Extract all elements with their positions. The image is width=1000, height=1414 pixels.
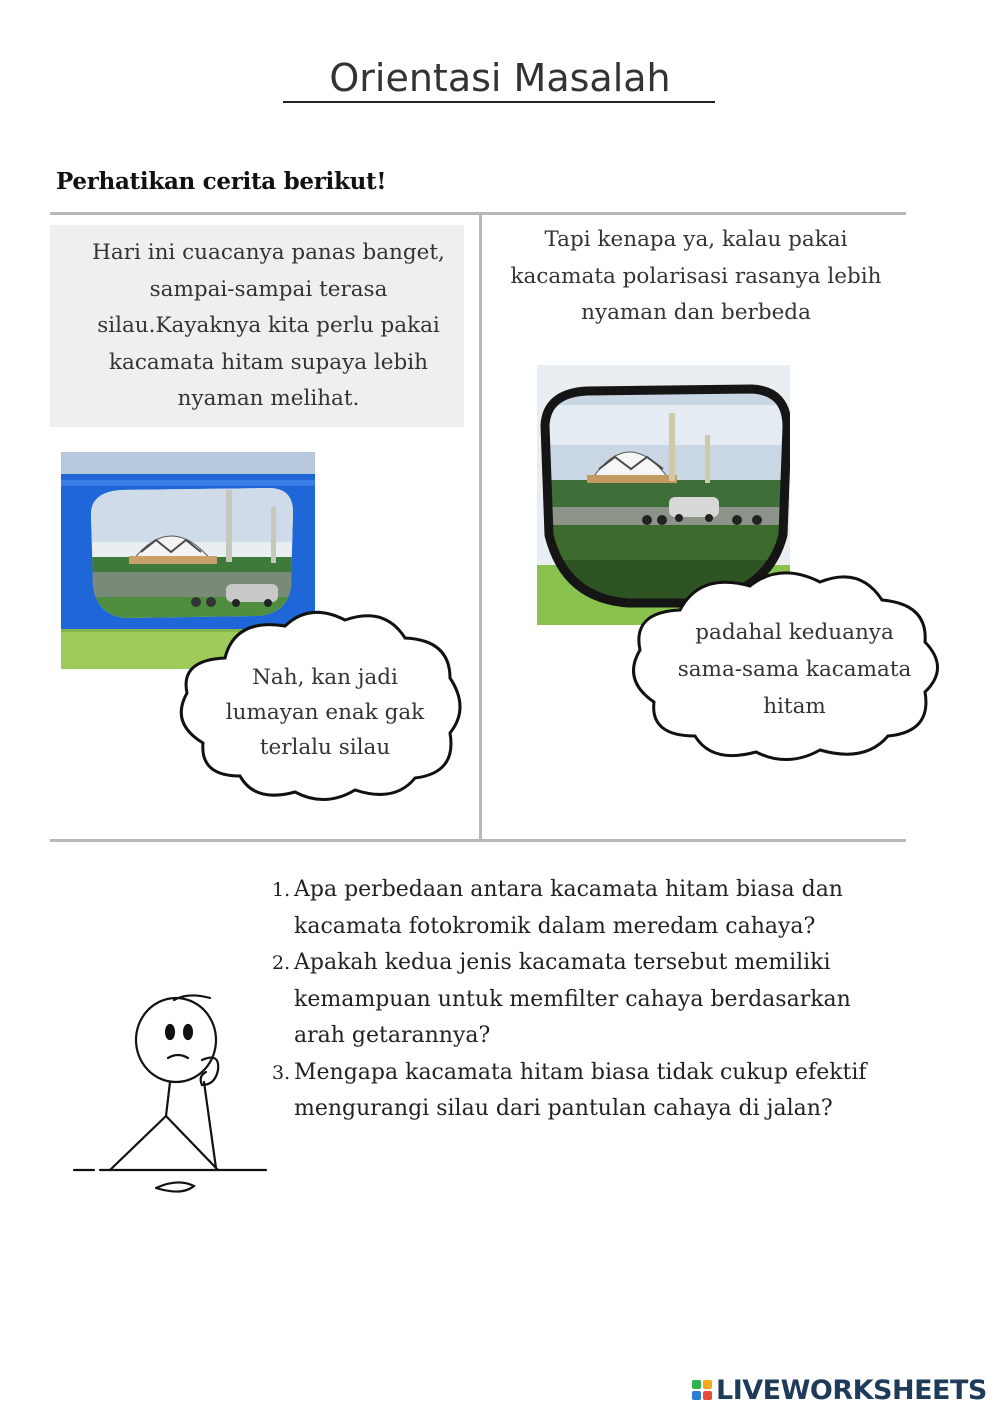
center-divider	[479, 212, 482, 842]
question-text: Apakah kedua jenis kacamata tersebut memiliki kemampuan untuk memfilter cahaya berdasarkan arah getarannya?	[294, 950, 851, 1048]
thinking-stick-figure	[70, 990, 270, 1200]
logo-square-icon	[692, 1380, 701, 1389]
top-divider	[50, 212, 906, 215]
page-title: Orientasi Masalah	[329, 56, 671, 100]
question-number: 1.	[272, 879, 291, 901]
thought-cloud-right	[620, 560, 955, 765]
instruction-heading: Perhatikan cerita berikut!	[56, 168, 387, 195]
logo-icon	[692, 1380, 712, 1400]
logo-square-icon	[703, 1391, 712, 1400]
question-number: 2.	[272, 952, 291, 974]
question-list	[268, 872, 908, 1128]
question-item	[268, 872, 908, 945]
question-item	[268, 945, 908, 1055]
thought-cloud-left-text: Nah, kan jadi lumayan enak gak terlalu silau	[225, 665, 425, 760]
story-text-right: Tapi kenapa ya, kalau pakai kacamata polarisasi rasanya lebih nyaman dan berbeda	[510, 227, 882, 325]
liveworksheets-logo[interactable]	[692, 1374, 987, 1406]
question-number: 3.	[272, 1061, 291, 1084]
question-text: Mengapa kacamata hitam biasa tidak cukup efektif mengurangi silau dari pantulan cahaya di jalan?	[294, 1059, 867, 1121]
logo-square-icon	[703, 1380, 712, 1389]
bottom-divider	[50, 839, 906, 842]
question-text: Apa perbedaan antara kacamata hitam biasa dan kacamata fotokromik dalam meredam cahaya?	[294, 877, 843, 939]
story-text-left: Hari ini cuacanya panas banget, sampai-sampai terasa silau.Kayaknya kita perlu pakai kacamata hitam supaya lebih nyaman melihat.	[92, 240, 445, 411]
logo-square-icon	[692, 1391, 701, 1400]
title-underline	[283, 101, 715, 103]
question-item	[268, 1055, 908, 1128]
thought-cloud-right-text: padahal keduanya sama-sama kacamata hitam	[677, 620, 912, 719]
logo-text: LIVEWORKSHEETS	[716, 1374, 987, 1406]
thought-cloud-left	[165, 598, 475, 808]
